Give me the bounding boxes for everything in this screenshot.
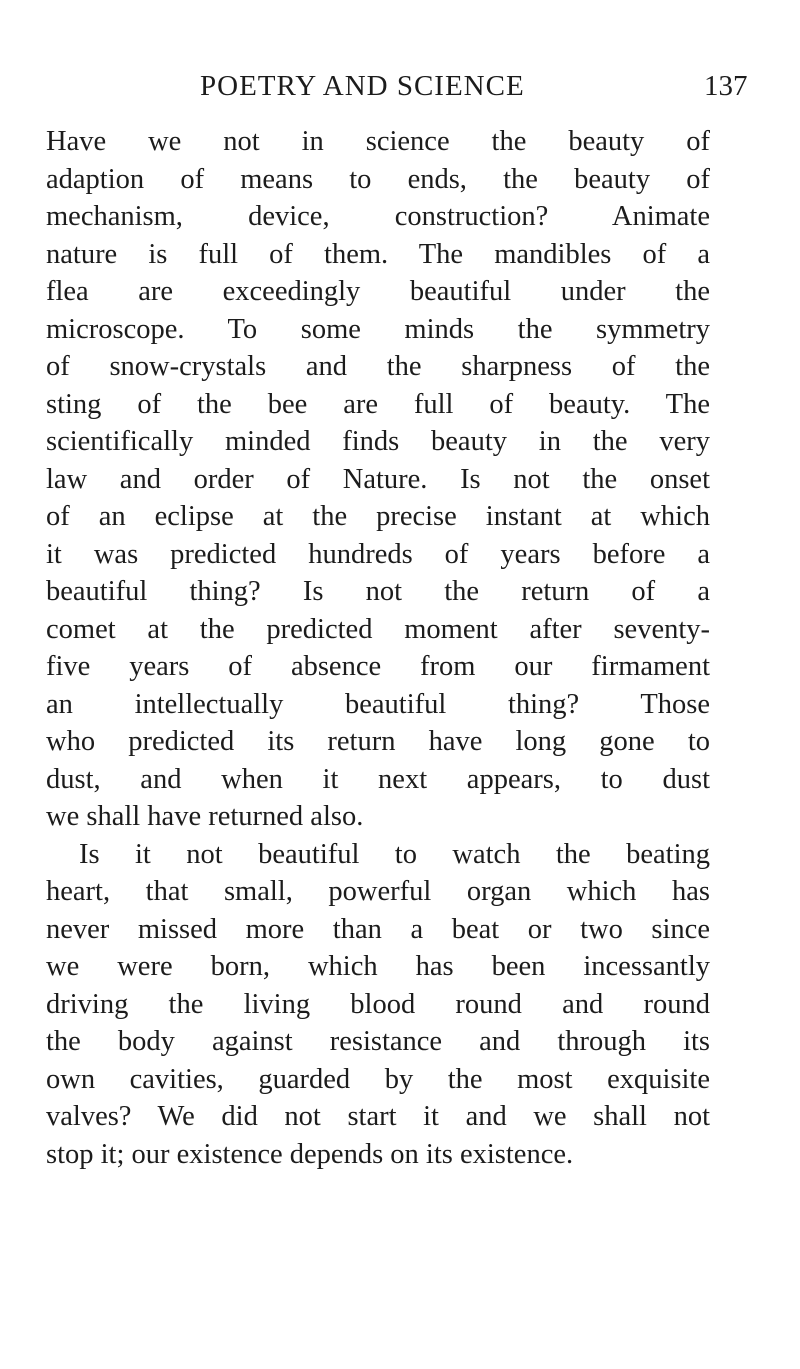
text-line: who predicted its return have long gone to (46, 726, 710, 757)
text-line: scientifically minded finds beauty in the very (46, 426, 710, 457)
text-line: never missed more than a beat or two since (46, 913, 710, 945)
text-line: heart, that small, powerful organ which has (46, 876, 710, 907)
running-head (0, 66, 800, 114)
running-title: POETRY AND SCIENCE (200, 70, 525, 102)
text-line: five years of absence from our firmament (46, 651, 710, 682)
page-number: 137 (704, 70, 748, 102)
text-line: dust, and when it next appears, to dust (46, 763, 710, 795)
text-line: we shall have returned also. (46, 801, 364, 832)
text-line: the body against resistance and through its (46, 1026, 710, 1057)
text-line: Is it not beautiful to watch the beating (79, 838, 710, 870)
text-line: comet at the predicted moment after seventy- (46, 613, 710, 645)
text-line: own cavities, guarded by the most exquisite (46, 1063, 710, 1095)
text-line: flea are exceedingly beautiful under the (46, 276, 710, 307)
text-line: beautiful thing? Is not the return of a (46, 576, 710, 607)
text-line: sting of the bee are full of beauty. The (46, 388, 710, 420)
text-line: we were born, which has been incessantly (46, 951, 710, 982)
text-line: stop it; our existence depends on its existence. (46, 1138, 574, 1170)
body-text (46, 123, 710, 1173)
text-line: driving the living blood round and round (46, 988, 710, 1020)
text-line: it was predicted hundreds of years before a (46, 538, 710, 570)
text-line: nature is full of them. The mandibles of a (46, 238, 710, 270)
text-line: mechanism, device, construction? Animate (46, 201, 710, 232)
text-line: law and order of Nature. Is not the onset (46, 463, 710, 495)
text-line: Have we not in science the beauty of (46, 126, 710, 157)
text-line: adaption of means to ends, the beauty of (46, 163, 710, 195)
text-line: microscope. To some minds the symmetry (46, 313, 710, 345)
text-line: of snow-crystals and the sharpness of the (46, 351, 710, 382)
text-line: valves? We did not start it and we shall not (46, 1101, 710, 1132)
text-line: an intellectually beautiful thing? Those (46, 688, 710, 720)
text-line: of an eclipse at the precise instant at which (46, 501, 710, 532)
